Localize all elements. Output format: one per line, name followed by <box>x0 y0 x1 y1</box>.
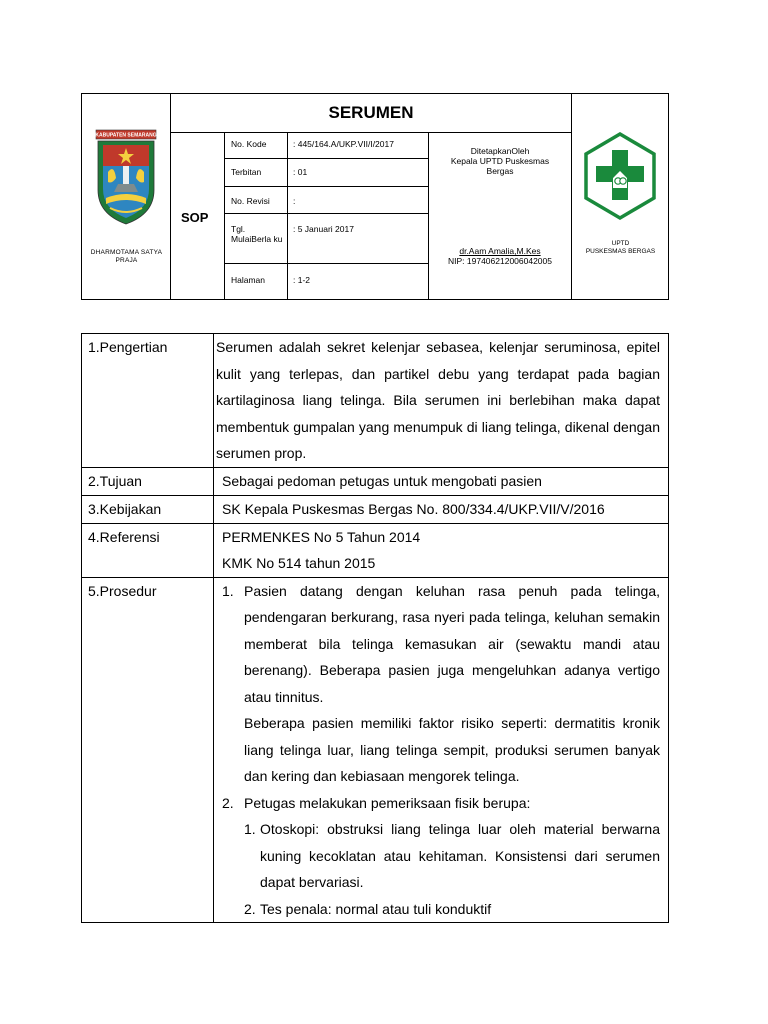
sop-label: SOP <box>181 210 209 225</box>
sop-header <box>81 93 669 300</box>
prosedur-substep <box>222 816 660 896</box>
document-title: SERUMEN <box>171 94 571 133</box>
info-label: Halaman <box>225 264 288 299</box>
right-logo-caption-line2: PUSKESMAS BERGAS <box>585 248 656 255</box>
info-value: : 5 Januari 2017 <box>293 224 354 234</box>
info-row-tgl-mulai <box>225 214 428 264</box>
left-logo-cell <box>82 94 171 299</box>
substep-text: Otoskopi: obstruksi liang telinga luar oleh material berwarna kuning kecoklatan atau kehitaman. Konsistensi dari serumen dapat bervariasi. <box>260 821 660 890</box>
signatory-line1: DitetapkanOleh <box>470 146 530 156</box>
emblem-banner-text: KABUPATEN SEMARANG <box>95 132 157 139</box>
info-label: No. Revisi <box>225 187 288 213</box>
left-logo-caption: DHARMOTAMA SATYA PRAJA <box>90 249 163 264</box>
substep-number: 1. <box>244 821 256 837</box>
signatory-nip: NIP: 197406212006042005 <box>448 256 552 266</box>
row-label: 3.Kebijakan <box>82 496 214 523</box>
info-value: : <box>293 196 296 206</box>
tujuan-text: Sebagai pedoman petugas untuk mengobati pasien <box>222 472 542 489</box>
info-value: : 1-2 <box>293 275 311 285</box>
substep-number: 2. <box>244 900 256 917</box>
right-logo-cell <box>571 94 668 299</box>
referensi-text <box>214 524 668 577</box>
row-prosedur <box>82 578 668 923</box>
row-pengertian <box>82 334 668 468</box>
row-label: 4.Referensi <box>82 524 214 577</box>
step-number: 1. <box>222 582 234 599</box>
row-kebijakan <box>82 496 668 524</box>
sop-content-table <box>81 333 669 923</box>
row-label: 2.Tujuan <box>82 468 214 495</box>
row-label: 5.Prosedur <box>82 578 214 923</box>
info-row-no-revisi <box>225 187 428 214</box>
document-info-table <box>225 133 428 299</box>
signatory-line2: Kepala UPTD Puskesmas <box>450 156 550 166</box>
right-logo-caption <box>572 240 669 256</box>
step-extra-text: Beberapa pasien memiliki faktor risiko seperti: dermatitis kronik liang telinga luar, liang telinga sempit, produksi serumen banyak dan kering dan kebiasaan mengorek telinga. <box>244 715 660 784</box>
right-logo-caption-line1: UPTD <box>611 240 630 247</box>
sop-cell <box>171 133 225 299</box>
signatory-title <box>429 146 571 176</box>
info-value: : 445/164.A/UKP.VII/I/2017 <box>293 139 394 149</box>
row-label: 1.Pengertian <box>82 334 214 467</box>
prosedur-step <box>222 790 660 817</box>
info-label: Tgl. MulaiBerla ku <box>225 214 288 263</box>
signatory-cell <box>428 133 571 299</box>
prosedur-step <box>222 578 660 790</box>
info-row-no-kode <box>225 133 428 159</box>
kebijakan-text: SK Kepala Puskesmas Bergas No. 800/334.4/UKP.VII/V/2016 <box>222 500 605 517</box>
prosedur-substep <box>222 896 660 923</box>
step-text: Petugas melakukan pemeriksaan fisik berupa: <box>244 794 531 811</box>
row-tujuan <box>82 468 668 496</box>
pengertian-text: Serumen adalah sekret kelenjar sebasea, kelenjar seruminosa, epitel kulit yang terlepas, dan partikel debu yang terdapat pada bagian kartilaginosa liang telinga. Bila serumen ini berlebihan maka dapat membentuk gumpalan yang menumpuk di liang telinga, dikenal dengan serumen prop. <box>216 339 660 461</box>
row-referensi <box>82 524 668 578</box>
substep-text: Tes penala: normal atau tuli konduktif <box>260 900 492 917</box>
info-label: Terbitan <box>225 159 288 186</box>
info-value: : 01 <box>293 167 308 177</box>
prosedur-body <box>214 578 668 923</box>
info-row-halaman <box>225 264 428 299</box>
referensi-line: KMK No 514 tahun 2015 <box>222 555 376 571</box>
signatory-line3: Bergas <box>486 166 514 176</box>
info-label: No. Kode <box>225 133 288 158</box>
referensi-line: PERMENKES No 5 Tahun 2014 <box>222 528 421 545</box>
step-text: Pasien datang dengan keluhan rasa penuh pada telinga, pendengaran berkurang, rasa nyeri pada telinga, keluhan semakin memberat bila telinga kemasukan air (sewaktu mandi atau berenang). Beberapa pasien juga mengeluhkan adanya vertigo atau tinnitus. <box>244 582 660 705</box>
puskesmas-logo-icon <box>583 132 657 222</box>
kabupaten-semarang-emblem <box>94 128 158 228</box>
step-number: 2. <box>222 794 234 811</box>
signatory-name: dr.Aam Amalia,M.Kes <box>459 246 541 256</box>
info-row-terbitan <box>225 159 428 187</box>
